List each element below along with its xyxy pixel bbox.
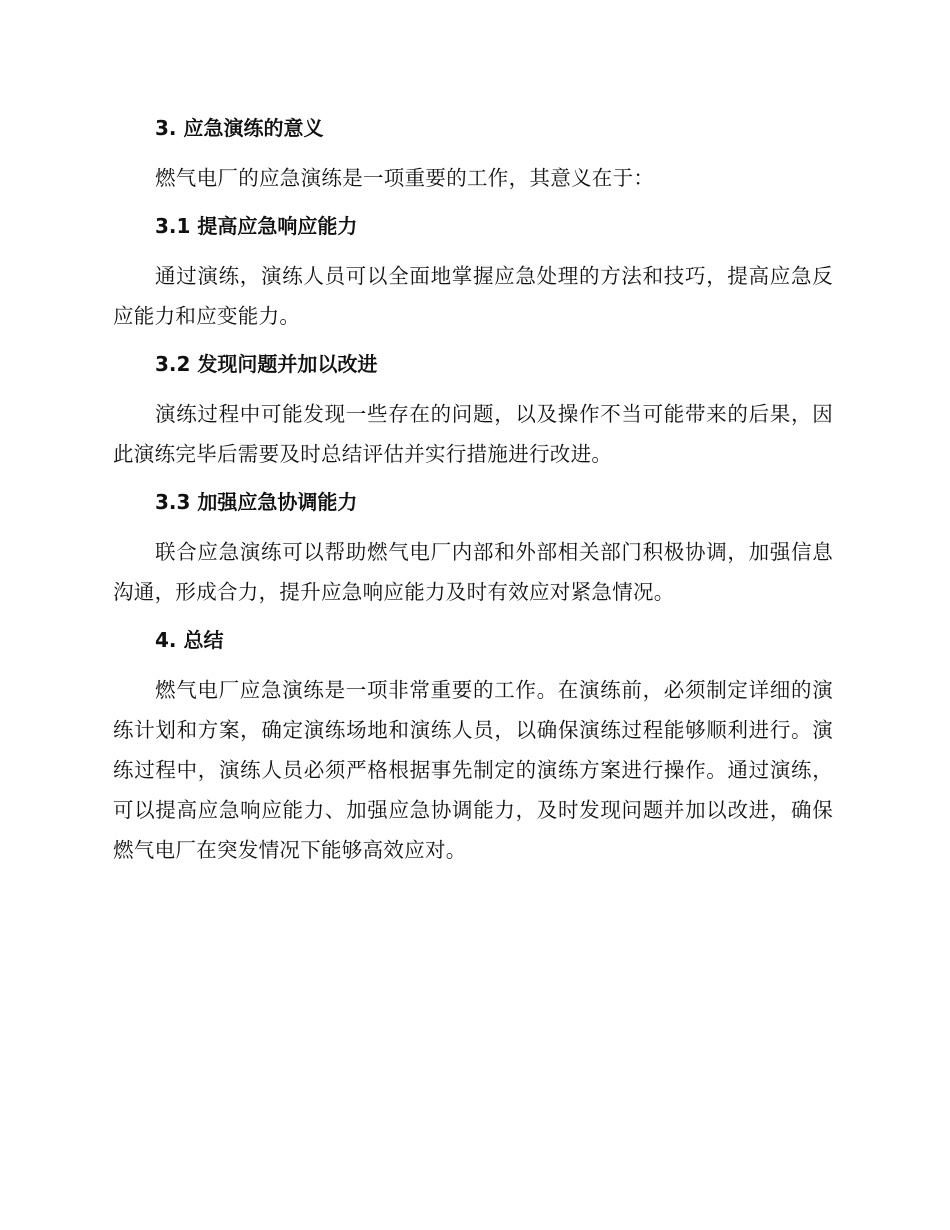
section-paragraph-3-3: 联合应急演练可以帮助燃气电厂内部和外部相关部门积极协调，加强信息沟通，形成合力，提升应急响应能力及时有效应对紧急情况。 xyxy=(113,540,833,604)
section-heading-3-2: 3.2 发现问题并加以改进 xyxy=(155,352,378,376)
section-heading-4: 4. 总结 xyxy=(155,628,224,652)
section-heading-3-3: 3.3 加强应急协调能力 xyxy=(155,490,358,514)
section-paragraph-3: 燃气电厂的应急演练是一项重要的工作，其意义在于： xyxy=(155,166,655,190)
section-paragraph-3-1: 通过演练，演练人员可以全面地掌握应急处理的方法和技巧，提高应急反应能力和应变能力。 xyxy=(113,264,833,328)
section-paragraph-3-2: 演练过程中可能发现一些存在的问题，以及操作不当可能带来的后果，因此演练完毕后需要及时总结评估并实行措施进行改进。 xyxy=(113,402,833,466)
section-paragraph-4: 燃气电厂应急演练是一项非常重要的工作。在演练前，必须制定详细的演练计划和方案，确定演练场地和演练人员，以确保演练过程能够顺利进行。演练过程中，演练人员必须严格根据事先制定的演练方案进行操作。通过演练，可以提高应急响应能力、加强应急协调能力，及时发现问题并加以改进，确保燃气电厂在突发情况下能够高效应对。 xyxy=(113,678,833,862)
section-heading-3-1: 3.1 提高应急响应能力 xyxy=(155,214,358,238)
section-heading-3: 3. 应急演练的意义 xyxy=(155,116,324,140)
document-body xyxy=(113,108,833,878)
